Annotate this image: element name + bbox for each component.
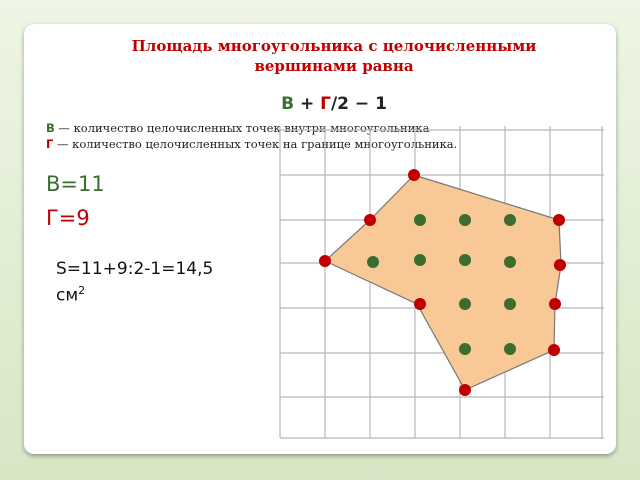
unit-text: см [56,285,79,306]
definition-v-text: — количество целочисленных точек внутри многоугольника [54,121,430,135]
value-v: В=11 [46,172,105,196]
area-calculation [56,258,256,307]
calc-unit [56,280,256,307]
title-line-2: вершинами равна [254,57,414,75]
value-g: Г=9 [46,206,90,230]
slide-card [24,24,616,454]
formula-g: Г [320,94,331,114]
polygon [325,175,561,390]
calc-line: S=11+9:2-1=14,5 [56,259,214,279]
definition-v-letter: В [46,121,55,135]
definition-g-letter: Г [46,137,54,151]
formula-v: В [281,94,295,114]
polygon-grid [24,24,616,454]
title-line-1: Площадь многоугольника с целочисленными [131,37,537,55]
definition-g-text: — количество целочисленных точек на границе многоугольника. [53,137,458,151]
formula-rest: /2 − 1 [330,94,387,114]
formula-plus: + [294,94,321,114]
unit-power: 2 [78,284,86,297]
